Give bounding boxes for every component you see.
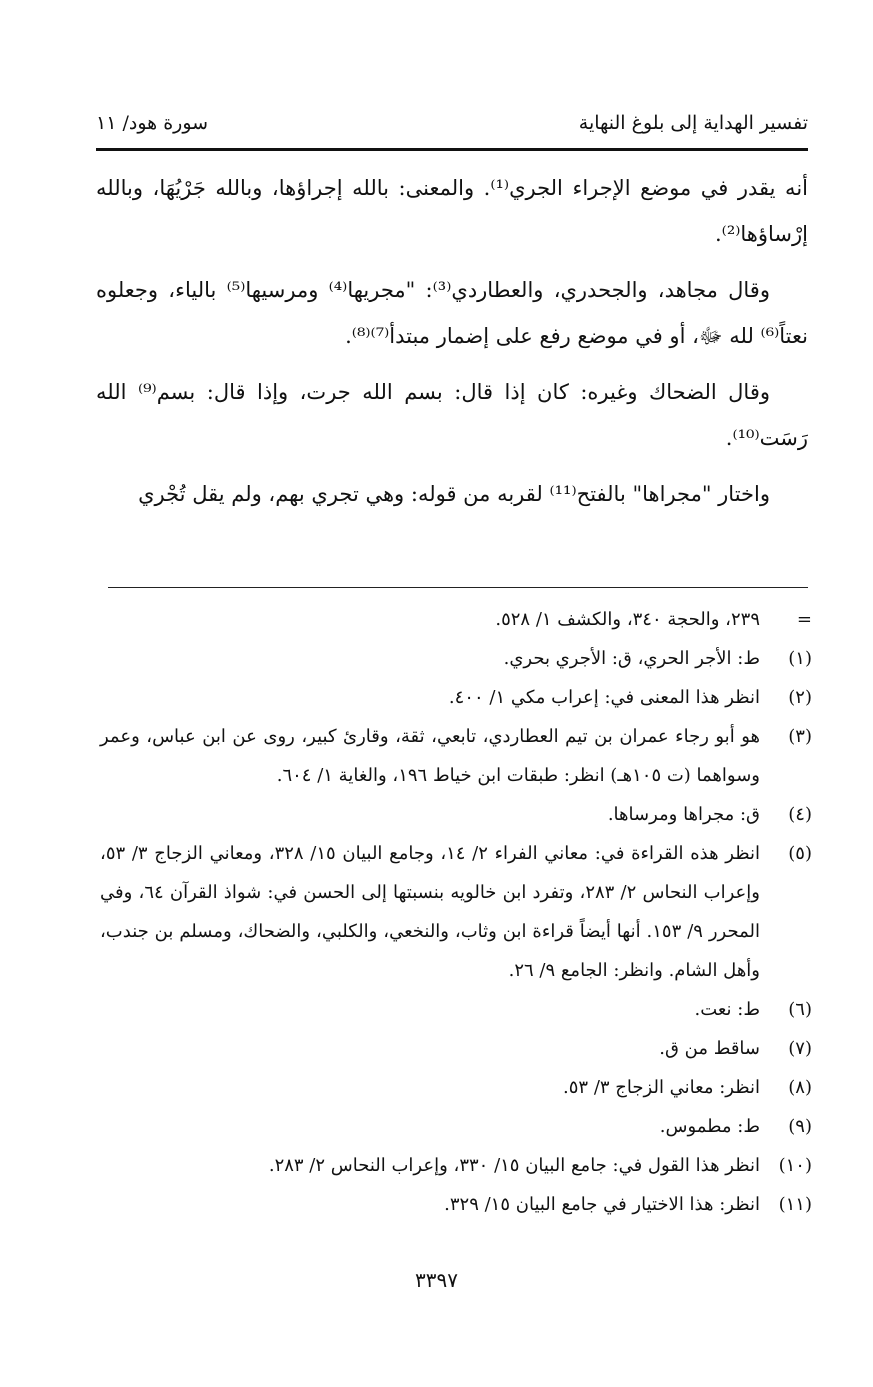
footnote-item bbox=[100, 717, 812, 795]
footnote-item bbox=[100, 600, 812, 639]
footnote-text: انظر هذا المعنى في: إعراب مكي ١/ ٤٠٠. bbox=[448, 687, 760, 708]
footnote-text: ط: مطموس. bbox=[659, 1116, 760, 1137]
footnote-item bbox=[100, 990, 812, 1029]
paragraph-4: واختار "مجراها" بالفتح⁽¹¹⁾ لقربه من قوله: وهي تجري بهم، ولم يقل تُجْري bbox=[138, 482, 770, 506]
footnote-item bbox=[100, 639, 812, 678]
book-title: تفسير الهداية إلى بلوغ النهاية bbox=[578, 112, 808, 134]
surah-label: سورة هود/ ١١ bbox=[96, 112, 209, 134]
footnote-text: انظر: معاني الزجاج ٣/ ٥٣. bbox=[563, 1077, 760, 1098]
footnote-text: ق: مجراها ومرساها. bbox=[607, 804, 760, 825]
header-rule bbox=[96, 148, 808, 151]
footnote-item bbox=[100, 1068, 812, 1107]
footnote-item bbox=[100, 795, 812, 834]
footnote-number: (٤) bbox=[788, 804, 812, 825]
footnote-text: ط: الأجر الحري، ق: الأجري بحري. bbox=[503, 648, 760, 669]
footnote-text: ط: نعت. bbox=[694, 999, 760, 1020]
footnote-text: انظر هذه القراءة في: معاني الفراء ٢/ ١٤، وجامع البيان ١٥/ ٣٢٨، ومعاني الزجاج ٣/ ٥٣، وإعراب النحاس ٢/ ٢٨٣، وتفرد ابن خالويه بنسبتها إلى الحسن في: شواذ القرآن ٦٤، وفي المحرر ٩/ ١٥٣. أنها أيضاً قراءة ابن وثاب، والنخعي، والكلبي، والضحاك، ومسلم بن جندب، وأهل الشام. وانظر: الجامع ٩/ ٢٦. bbox=[100, 843, 760, 981]
footnote-text: ساقط من ق. bbox=[659, 1038, 760, 1059]
footnote-number: (٣) bbox=[788, 726, 812, 747]
footnote-number: (١٠) bbox=[778, 1155, 812, 1176]
footnote-item bbox=[100, 1029, 812, 1068]
footnote-number: (١) bbox=[788, 648, 812, 669]
paragraph-1: أنه يقدر في موضع الإجراء الجري⁽¹⁾. والمعنى: بالله إجراؤها، وبالله جَرْيُهَا، وبالله إرْساؤها⁽²⁾. bbox=[96, 176, 808, 246]
footnote-text: انظر: هذا الاختيار في جامع البيان ١٥/ ٣٢٩. bbox=[444, 1194, 760, 1215]
footnote-number: (٩) bbox=[788, 1116, 812, 1137]
footnote-number: (٦) bbox=[788, 999, 812, 1020]
footnote-rule bbox=[108, 587, 808, 588]
footnote-number: (٢) bbox=[788, 687, 812, 708]
paragraph-2: وقال مجاهد، والجحدري، والعطاردي⁽³⁾: "مجريها⁽⁴⁾ ومرسيها⁽⁵⁾ بالياء، وجعلوه نعتاً⁽⁶⁾ لله ﷻ، أو في موضع رفع على إضمار مبتدأ⁽⁷⁾⁽⁸⁾. bbox=[96, 278, 808, 348]
main-text bbox=[96, 165, 808, 527]
footnote-number: (٨) bbox=[788, 1077, 812, 1098]
footnotes bbox=[100, 600, 812, 1224]
footnote-item bbox=[100, 834, 812, 990]
footnote-text: ٢٣٩، والحجة ٣٤٠، والكشف ١/ ٥٢٨. bbox=[495, 609, 760, 630]
footnote-item bbox=[100, 1107, 812, 1146]
page-number: ٣٣٩٧ bbox=[415, 1268, 458, 1292]
footnote-number: (١١) bbox=[778, 1194, 812, 1215]
footnote-text: هو أبو رجاء عمران بن تيم العطاردي، تابعي، ثقة، وقارئ كبير، روى عن ابن عباس، وعمر وسواهما (ت ١٠٥هـ) انظر: طبقات ابن خياط ١٩٦، والغاية ١/ ٦٠٤. bbox=[100, 726, 760, 786]
footnote-number: (٥) bbox=[788, 843, 812, 864]
running-header bbox=[96, 112, 808, 134]
footnote-number: (٧) bbox=[788, 1038, 812, 1059]
footnote-item bbox=[100, 678, 812, 717]
footnote-text: انظر هذا القول في: جامع البيان ١٥/ ٣٣٠، وإعراب النحاس ٢/ ٢٨٣. bbox=[268, 1155, 760, 1176]
paragraph-3: وقال الضحاك وغيره: كان إذا قال: بسم الله جرت، وإذا قال: بسم⁽⁹⁾ الله رَسَت⁽¹⁰⁾. bbox=[96, 380, 808, 450]
footnote-item bbox=[100, 1146, 812, 1185]
footnote-item bbox=[100, 1185, 812, 1224]
footnote-number: = bbox=[796, 609, 812, 630]
